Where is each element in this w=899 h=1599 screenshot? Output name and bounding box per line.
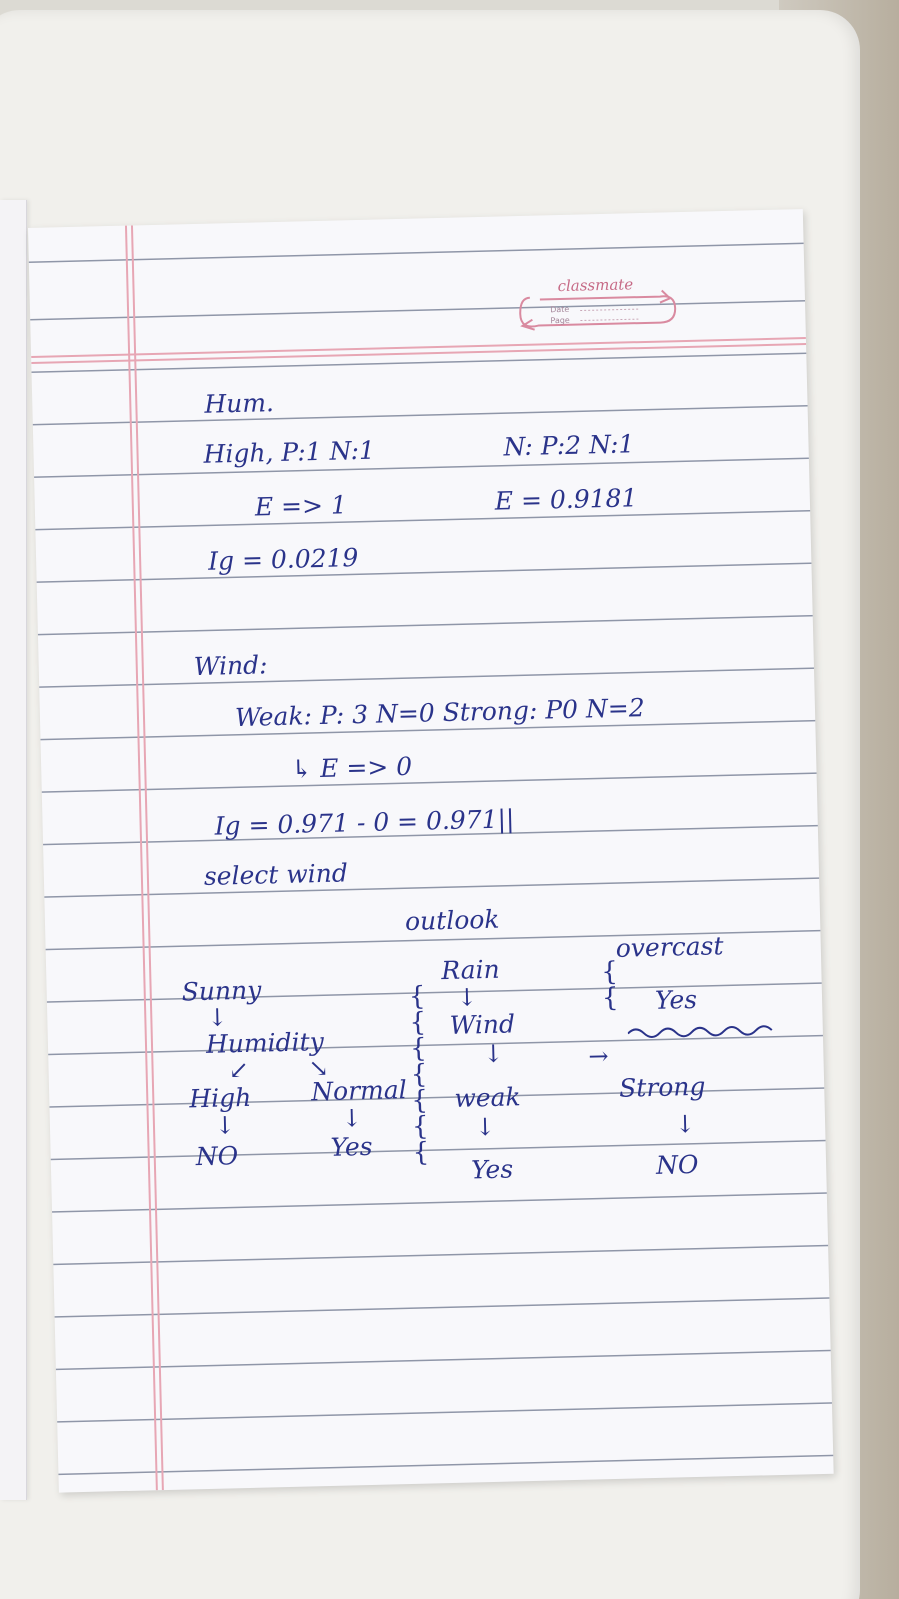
logo-date-label: Date	[550, 304, 570, 315]
margin-line-2	[131, 225, 164, 1490]
result-weak: Yes	[470, 1154, 514, 1185]
result-overcast: Yes	[654, 984, 698, 1015]
arrow-weak-down: ↓	[474, 1112, 496, 1142]
arrow-humidity-left: ↙	[228, 1055, 250, 1085]
entropy-high: E => 1	[254, 490, 348, 522]
node-normal: Normal	[310, 1075, 408, 1107]
select-wind: select wind	[203, 858, 349, 891]
arrow-strong-down: ↓	[674, 1109, 696, 1139]
logo-brand: classmate	[557, 275, 634, 296]
tree-root: outlook	[404, 904, 500, 936]
node-humidity: Humidity	[205, 1027, 325, 1059]
high-line: High, P:1 N:1	[203, 435, 376, 469]
wavy-underline-icon	[628, 1020, 778, 1044]
node-weak: weak	[454, 1082, 521, 1113]
node-high: High	[188, 1082, 252, 1114]
arrow-to-strong: →	[588, 1042, 609, 1071]
entropy-normal: E = 0.9181	[494, 483, 638, 516]
logo-page-label: Page	[550, 315, 570, 326]
arrow-sunny-down: ↓	[207, 1003, 228, 1032]
node-sunny: Sunny	[181, 975, 262, 1007]
notebook-page-wrapper	[28, 209, 850, 1528]
node-wind: Wind	[449, 1009, 516, 1040]
node-rain: Rain	[440, 954, 501, 986]
notebook-page	[28, 209, 834, 1493]
arrow-humidity-right: ↘	[308, 1053, 330, 1083]
brace-right: { {	[600, 956, 619, 1014]
result-normal: Yes	[330, 1131, 373, 1162]
hum-heading: Hum.	[204, 388, 275, 419]
wind-heading: Wind:	[193, 650, 268, 682]
margin-line-1	[125, 226, 158, 1491]
arrow-rain-down: ↓	[456, 983, 478, 1012]
result-strong: NO	[655, 1149, 699, 1180]
node-overcast: overcast	[615, 931, 724, 963]
wind-line: Weak: P: 3 N=0 Strong: P0 N=2	[234, 693, 646, 733]
classmate-logo	[509, 272, 680, 336]
ig-wind: Ig = 0.971 - 0 = 0.971||	[214, 804, 515, 841]
result-high: NO	[195, 1141, 239, 1172]
node-strong: Strong	[618, 1071, 706, 1103]
arrow-normal-down: ↓	[341, 1104, 363, 1133]
normal-line: N: P:2 N:1	[503, 429, 635, 462]
ig-hum: Ig = 0.0219	[207, 543, 359, 576]
previous-page-edge	[0, 200, 27, 1500]
wind-entropy: ↳ E => 0	[290, 751, 413, 784]
brace-left: { { { { { { {	[408, 981, 430, 1168]
arrow-high-down: ↓	[214, 1111, 236, 1140]
arrow-wind-down: ↓	[482, 1039, 504, 1069]
